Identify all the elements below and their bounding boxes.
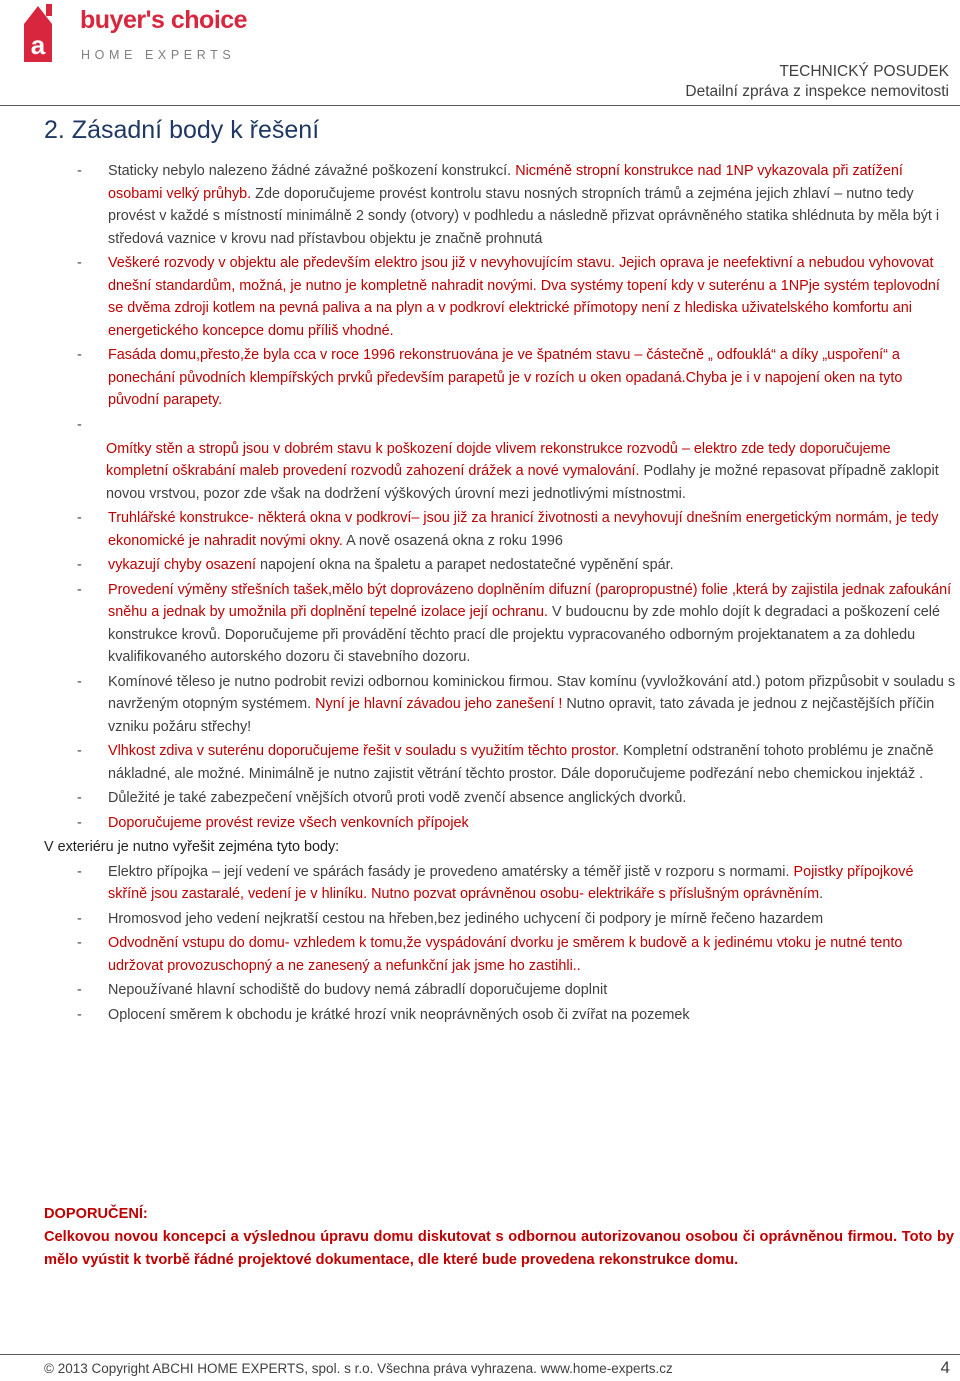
list-item xyxy=(44,438,956,506)
list-item xyxy=(44,344,956,412)
highlighted-text: Pojistky přípojkové skříně jsou zastaralé, vedení je v hliníku. Nutno pozvat oprávněnou osobu- elektrikáře s příslušným oprávněním xyxy=(108,863,914,902)
list-item xyxy=(44,979,956,1002)
body-text: Staticky nebylo nalezeno žádné závažné poškození konstrukcí. xyxy=(108,163,516,179)
list-dash: - xyxy=(77,673,82,690)
list-item xyxy=(44,554,956,577)
list-item xyxy=(44,252,956,342)
list-item xyxy=(44,932,956,977)
body-text: Elektro přípojka – její vedení ve spárách fasády je provedeno amatérsky a téměř jistě v rozporu s normami. xyxy=(108,863,794,880)
list-item xyxy=(44,908,956,931)
highlighted-text: Nicméně stropní konstrukce nad 1NP vykazovala při zatížení osobami velký průhyb. xyxy=(108,163,903,202)
list-dash: - xyxy=(77,347,82,363)
list-dash: - xyxy=(77,814,82,831)
document-header xyxy=(685,62,949,102)
recommendation-title: DOPORUČENÍ: xyxy=(44,1206,148,1222)
list-dash: - xyxy=(77,743,82,759)
list-dash: - xyxy=(77,163,82,179)
list-item xyxy=(44,671,956,739)
header-title: TECHNICKÝ POSUDEK xyxy=(779,63,949,80)
header-divider xyxy=(0,105,960,106)
list-dash: - xyxy=(77,935,82,951)
list-item xyxy=(44,1004,956,1027)
list-dash: - xyxy=(77,1006,82,1023)
list-dash: - xyxy=(77,581,82,598)
logo-tagline: HOME EXPERTS xyxy=(81,48,236,62)
company-logo xyxy=(22,4,248,64)
body-text: Komínové těleso je nutno podrobit revizi odbornou kominickou firmou. Stav komínu (vyvložkování atd.) potom přizpůsobit v souladu s navrženým otopným systémem. xyxy=(108,673,956,712)
logo-mark: a xyxy=(30,30,46,60)
list-dash: - xyxy=(77,510,82,526)
body-text: . xyxy=(819,886,824,902)
house-logo-icon xyxy=(22,4,76,62)
list-dash: - xyxy=(77,910,82,927)
body-text: Nepoužívané hlavní schodiště do budovy nemá zábradlí doporučujeme doplnit xyxy=(108,982,608,998)
list-dash: - xyxy=(77,863,82,880)
body-text: Důležité je také zabezpečení vnějších otvorů proti vodě zvenčí absence anglických dvorků. xyxy=(108,790,687,806)
exterior-issue-list xyxy=(44,861,956,1027)
highlighted-text: Provedení výměny střešních tašek,mělo být doprovázeno doplněním difuzní (paropropustné) folie ,která by zajistila jednak zafoukání sněhu a jednak by umožnila při doplnění tepelné izolace její ochranu. xyxy=(108,581,952,620)
highlighted-text: Nyní je hlavní závadou jeho zanešení ! xyxy=(315,696,563,712)
list-item xyxy=(44,861,956,906)
list-dash: - xyxy=(77,790,82,806)
list-item xyxy=(44,507,956,552)
list-dash: - xyxy=(77,255,82,271)
body-text: napojení okna na špaletu a parapet nedostatečné vypěnění spár. xyxy=(255,557,674,573)
list-dash: - xyxy=(77,557,82,573)
section-heading: 2. Zásadní body k řešení xyxy=(44,116,320,144)
list-item xyxy=(44,160,956,250)
highlighted-text: Odvodnění vstupu do domu- vzhledem k tomu,že vyspádování dvorku je směrem k budově a k jedinému vtoku je nutné tento udržovat provozuschopný a ne zanesený a nefunkční jak jsme ho zastihli.. xyxy=(108,935,903,974)
header-subtitle: Detailní zpráva z inspekce nemovitosti xyxy=(685,83,949,100)
logo-name: buyer's choice xyxy=(80,6,248,34)
highlighted-text: Vlhkost zdiva v suterénu doporučujeme řešit v souladu s využitím těchto prostor xyxy=(108,743,616,759)
footer-copyright: © 2013 Copyright ABCHI HOME EXPERTS, spol. s r.o. Všechna práva vyhrazena. www.home-experts.cz xyxy=(44,1361,673,1376)
body-text: A nově osazená okna z roku 1996 xyxy=(342,532,563,549)
list-item xyxy=(44,812,956,835)
body-text: . Kompletní odstranění tohoto problému je značně nákladné, ale možné. Minimálně je nutno zajistit větrání těchto prostor. Dále doporučujeme podřezání nebo chemickou injektáž . xyxy=(108,743,934,782)
highlighted-text: Veškeré rozvody v objektu ale především elektro jsou již v nevyhovujícím stavu. Jejich oprava je neefektivní a nebudou vyhovovat dnešní standardům, možná, je nutno je kompletně nahradit novými. Dva systémy topení kdy v suterénu a 1NPje systém teplovodní se dvěma zdroji kotlem na pevná paliva a na plyn a v podkroví elektrické přímotopy není z hlediska uživatelského komfortu ani energetického koncepce domu příliš vhodné. xyxy=(108,255,940,339)
highlighted-text: vykazují chyby osazení xyxy=(108,557,256,573)
list-item xyxy=(44,787,956,810)
highlighted-text: Doporučujeme provést revize všech venkovních přípojek xyxy=(108,814,469,831)
list-dash: - xyxy=(77,982,82,998)
body-text: Zde doporučujeme provést kontrolu stavu nosných stropních trámů a zejména jejich zhlaví – nutno tedy provést v každé s místností minimálně 2 sondy (otvory) v podhledu a následně přizvat oprávněného statika shlédnuta by měla být i středová vaznice v krovu nad přístavbou objektu je značně prohnutá xyxy=(108,185,940,247)
page-number: 4 xyxy=(940,1358,950,1377)
body-text: Nutno opravit, tato závada je jednou z nejčastějších příčin vzniku požáru střechy! xyxy=(108,696,935,735)
issue-list xyxy=(44,160,956,834)
exterior-intro: V exteriéru je nutno vyřešit zejména tyto body: xyxy=(44,839,340,855)
list-item xyxy=(44,740,956,785)
list-dash: - xyxy=(77,416,82,433)
body-text: Podlahy je možné repasovat případně zaklopit novou vrstvou, pozor zde však na dodržení výškových úrovní mezi jednotlivými místnostmi. xyxy=(106,463,939,502)
body-text: Hromosvod jeho vedení nejkratší cestou na hřeben,bez jediného uchycení či podpory je mírně řečeno hazardem xyxy=(108,910,824,927)
main-content xyxy=(44,160,956,1028)
body-text: V budoucnu by zde mohlo dojít k degradaci a poškození celé konstrukce krovů. Doporučujeme při provádění těchto prací dle projektu vypracovaného odborným projektanatem a za dohledu kvalifikovaného autorského dozoru či stavebního dozoru. xyxy=(108,604,941,665)
recommendation-text: Celkovou novou koncepci a výslednou úpravu domu diskutovat s odbornou autorizovanou osobou či oprávněnou firmou. Toto by mělo vyústit k tvorbě řádné projektové dokumentace, dle které bude provedena rekonstrukce domu. xyxy=(44,1229,954,1268)
highlighted-text: Truhlářské konstrukce- některá okna v podkroví– jsou již za hranicí životnosti a nevyhovují dnešním energetickým normám, je tedy ekonomické je nahradit novými okny. xyxy=(108,510,939,549)
list-item xyxy=(44,579,956,669)
highlighted-text: Omítky stěn a stropů jsou v dobrém stavu k poškození dojde vlivem rekonstrukce rozvodů – elektro zde tedy doporučujeme kompletní oškrabání maleb provedení rozvodů zahození drážek a nové vymalování. xyxy=(106,440,891,479)
recommendation-block xyxy=(44,1203,954,1272)
body-text: Oplocení směrem k obchodu je krátké hrozí vnik neoprávněných osob či zvířat na pozemek xyxy=(108,1006,690,1023)
footer-divider xyxy=(0,1354,960,1355)
empty-list-item xyxy=(44,414,956,436)
highlighted-text: Fasáda domu,přesto,že byla cca v roce 1996 rekonstruována je ve špatném stavu – částečně „ odfouklá“ a díky „uspoření“ a ponechání původních klempířských prvků především parapetů je v rozích u oken opadaná.Chyba je i v napojení oken na tyto původní parapety. xyxy=(108,347,903,408)
